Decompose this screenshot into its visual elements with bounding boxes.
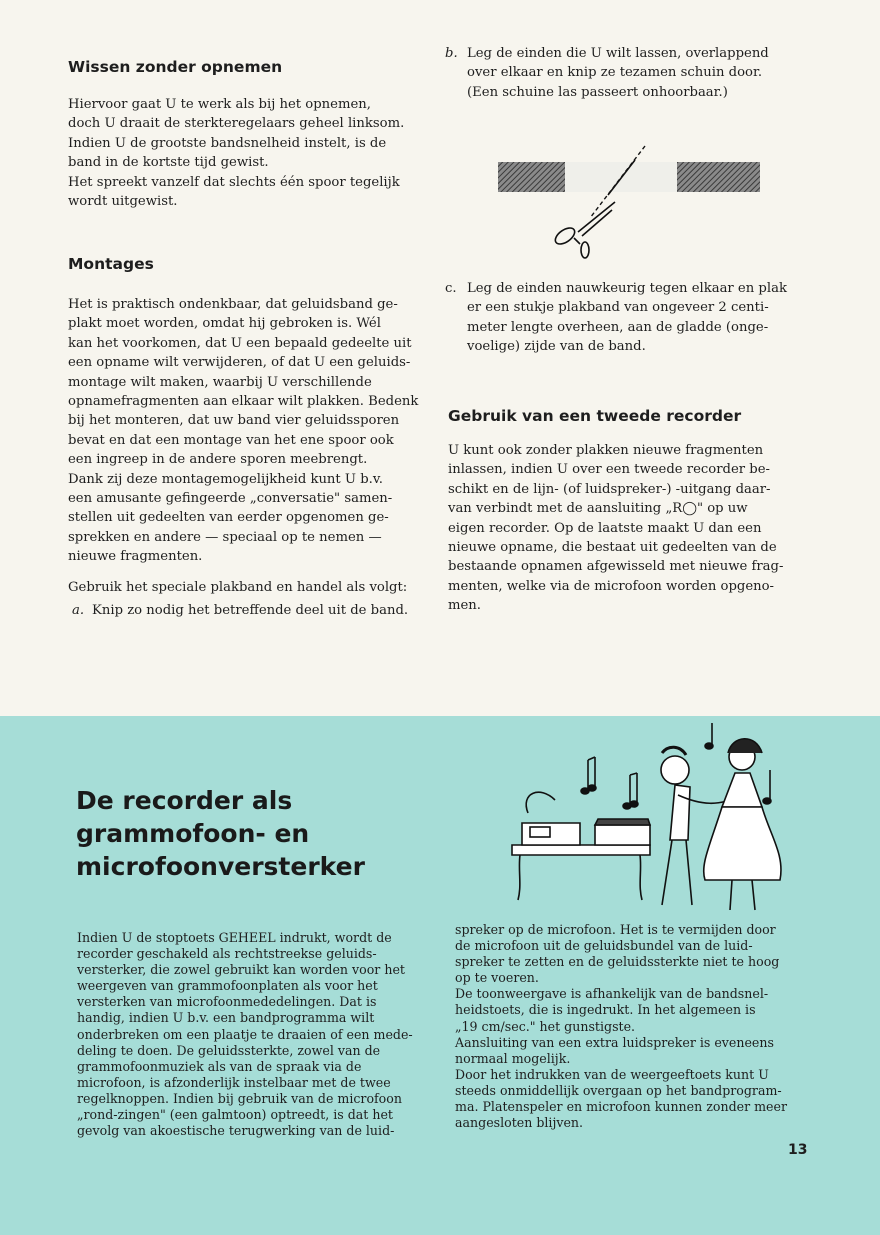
- text-line: montage wilt maken, waarbij U verschillende: [68, 374, 372, 390]
- text-line: U kunt ook zonder plakken nieuwe fragmenten: [448, 443, 764, 458]
- text-line: doch U draait de sterkteregelaars geheel linksom.: [68, 116, 405, 132]
- text-line: weergeven van grammofoonplaten als voor het: [77, 978, 378, 994]
- text-line: voelige) zijde van de band.: [467, 339, 646, 355]
- text-line: meter lengte overheen, aan de gladde (onge-: [467, 319, 769, 335]
- text-line: De toonweergave is afhankelijk van de bandsnel-: [455, 986, 769, 1002]
- heading-montages: Montages: [68, 255, 154, 273]
- title-line: microfoonversterker: [76, 852, 365, 881]
- text-line: versterken van microfoonmededelingen. Dat is: [77, 994, 377, 1010]
- text-line: recorder geschakeld als rechtstreekse geluids-: [77, 946, 377, 962]
- text-line: nieuwe opname, die bestaat uit gedeelten van de: [448, 540, 777, 556]
- text-line: over elkaar en knip ze tezamen schuin door.: [467, 65, 763, 81]
- text-line: „rond-zingen" (een galmtoon) optreedt, is dat het: [77, 1107, 393, 1123]
- scissors-icon: [553, 202, 615, 258]
- text-line: Dank zij deze montagemogelijkheid kunt U b.v.: [68, 471, 383, 487]
- text-line: plakt moet worden, omdat hij gebroken is. Wél: [68, 316, 381, 332]
- bottom-right-text: [455, 922, 810, 1131]
- text-line: een amusante gefingeerde „conversatie" samen-: [68, 491, 393, 507]
- text-line: Door het indrukken van de weergeeftoets kunt U: [455, 1066, 769, 1082]
- text-line: regelknoppen. Indien bij gebruik van de microfoon: [77, 1090, 402, 1106]
- text-line: Hiervoor gaat U te werk als bij het opnemen,: [68, 97, 371, 112]
- list-item-text: [467, 279, 803, 357]
- text-line: de microfoon uit de geluidsbundel van de luid-: [455, 938, 753, 954]
- text-line: Aansluiting van een extra luidspreker is eveneens: [455, 1034, 774, 1050]
- text-line: (Een schuine las passeert onhoorbaar.): [467, 84, 728, 100]
- text-line: sprekken en andere — speciaal op te nemen —: [68, 529, 382, 545]
- text-line: „19 cm/sec." het gunstigste.: [455, 1018, 636, 1034]
- text-line: Leg de einden nauwkeurig tegen elkaar en plak: [467, 281, 787, 296]
- list-marker: a.: [72, 603, 85, 618]
- text-line: microfoon, is afzonderlijk instelbaar met de twee: [77, 1074, 391, 1090]
- text-line: stellen uit gedeelten van eerder opgenomen ge-: [68, 510, 389, 526]
- dancing-couple-illustration: [500, 715, 800, 920]
- text-line: heidstoets, die is ingedrukt. In het algemeen is: [455, 1002, 756, 1018]
- paragraph-wissen: [68, 95, 425, 211]
- text-line: aangesloten blijven.: [455, 1115, 584, 1131]
- text-line: nieuwe fragmenten.: [68, 549, 203, 565]
- heading-tweede-recorder: Gebruik van een tweede recorder: [448, 407, 742, 425]
- text-line: er een stukje plakband van ongeveer 2 centi-: [467, 300, 769, 316]
- title-line: De recorder als: [76, 786, 293, 815]
- bottom-left-text: [77, 930, 432, 1139]
- text-line: band in de kortste tijd gewist.: [68, 155, 269, 171]
- text-line: Indien U de stoptoets GEHEEL indrukt, wordt de: [77, 930, 392, 945]
- text-line: ma. Platenspeler en microfoon kunnen zonder meer: [455, 1099, 787, 1115]
- text-line: normaal mogelijk.: [455, 1050, 571, 1066]
- title-line: grammofoon- en: [76, 819, 310, 848]
- text-line: eigen recorder. Op de laatste maakt U dan een: [448, 520, 762, 536]
- page-number: 13: [788, 1142, 808, 1158]
- text-line: deling te doen. De geluidssterkte, zowel van de: [77, 1042, 381, 1058]
- text-line: schikt en de lijn- (of luidspreker-) -uitgang daar-: [448, 481, 771, 497]
- text-line: kan het voorkomen, dat U een bepaald gedeelte uit: [68, 335, 412, 351]
- list-item-text: Knip zo nodig het betreffende deel uit de band.: [92, 603, 409, 618]
- text-line: een opname wilt verwijderen, of dat U een geluids-: [68, 355, 411, 371]
- section-title: [76, 784, 365, 883]
- text-line: gevolg van akoestische terugwerking van de luid-: [77, 1123, 395, 1139]
- text-line: men.: [448, 598, 481, 614]
- text-line: een ingreep in de andere sporen meebrengt.: [68, 452, 368, 468]
- text-line: handig, indien U b.v. een bandprogramma wilt: [77, 1010, 375, 1026]
- text-line: spreker op de microfoon. Het is te vermijden door: [455, 922, 776, 937]
- list-item-c: [445, 279, 805, 359]
- text-line: Het is praktisch ondenkbaar, dat geluidsband ge-: [68, 297, 398, 312]
- tape-scissors-illustration: [490, 140, 770, 270]
- text-line: van verbindt met de aansluiting „R◯" op uw: [448, 501, 748, 517]
- list-marker: c.: [445, 281, 457, 296]
- text-line: spreker te zetten en de geluidssterkte niet te hoog: [455, 954, 780, 970]
- text-line: steeds onmiddellijk overgaan op het bandprogram-: [455, 1082, 782, 1098]
- text-line: Indien U de grootste bandsnelheid instelt, is de: [68, 135, 387, 151]
- text-line: versterker, die zowel gebruikt kan worden voor het: [77, 962, 405, 978]
- text-line: onderbreken om een plaatje te draaien of een mede-: [77, 1026, 413, 1042]
- paragraph-tweede-recorder: [448, 441, 802, 616]
- text-line: Leg de einden die U wilt lassen, overlappend: [467, 46, 769, 61]
- text-line: bij het monteren, dat uw band vier geluidssporen: [68, 413, 400, 429]
- list-item-b: [445, 44, 805, 104]
- heading-wissen: Wissen zonder opnemen: [68, 58, 283, 76]
- text-line: grammofoonmuziek als van de spraak via de: [77, 1058, 362, 1074]
- list-marker: b.: [445, 46, 458, 61]
- text-line: bestaande opnamen afgewisseld met nieuwe frag-: [448, 559, 784, 575]
- text-line: opnamefragmenten aan elkaar wilt plakken. Bedenk: [68, 394, 419, 410]
- text-line: inlassen, indien U over een tweede recorder be-: [448, 462, 770, 478]
- paragraph-plakband: Gebruik het speciale plakband en handel als volgt:: [68, 580, 408, 595]
- text-line: menten, welke via de microfoon worden opgeno-: [448, 578, 775, 594]
- text-line: bevat en dat een montage van het ene spoor ook: [68, 432, 394, 448]
- text-line: Het spreekt vanzelf dat slechts één spoor tegelijk: [68, 174, 400, 190]
- paragraph-montages: [68, 295, 425, 567]
- list-item-text: [467, 44, 803, 102]
- text-line: wordt uitgewist.: [68, 194, 178, 210]
- text-line: op te voeren.: [455, 970, 539, 986]
